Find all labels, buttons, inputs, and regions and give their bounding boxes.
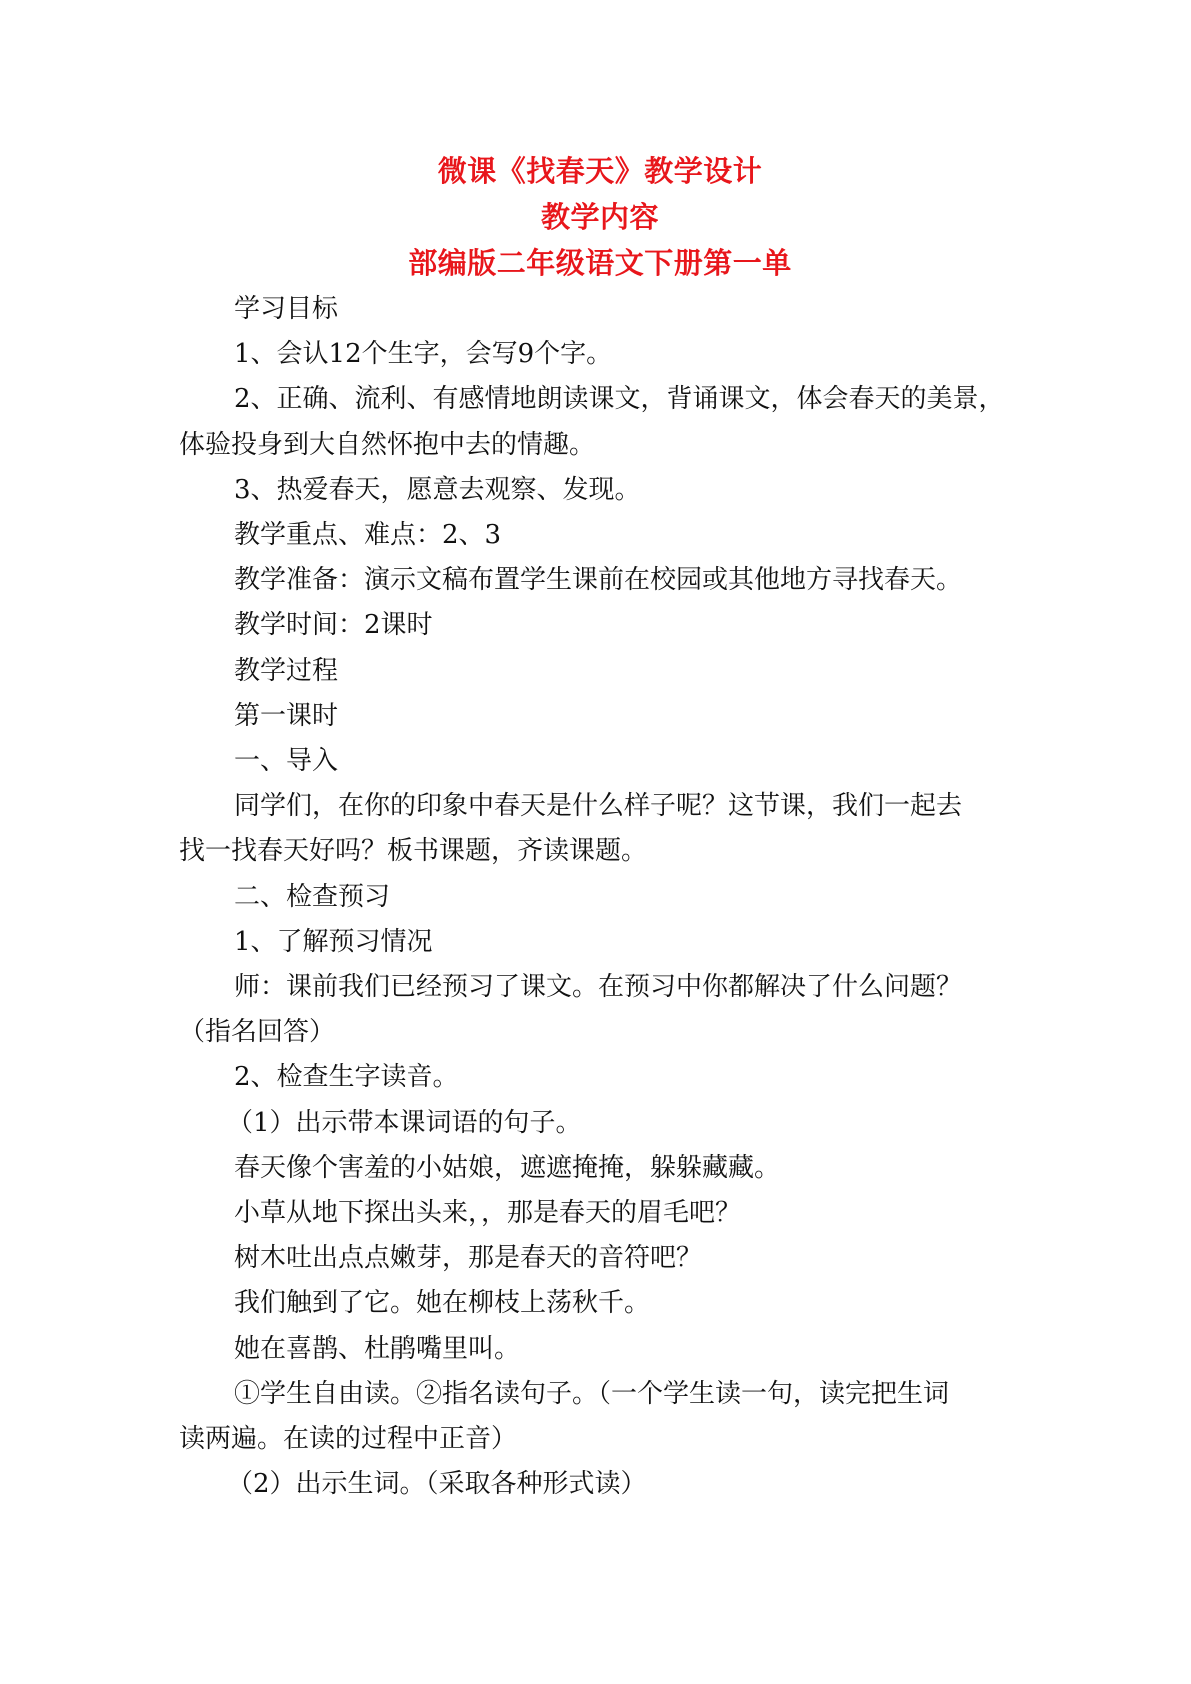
preparation: 教学准备：演示文稿布置学生课前在校园或其他地方寻找春天。 <box>234 565 963 596</box>
heading-first-lesson: 第一课时 <box>234 700 339 731</box>
goal-item-1: 1、会认12个生字，会写9个字。 <box>234 339 613 370</box>
substep-show-new-words: （2）出示生词。（采取各种形式读） <box>227 1469 647 1500</box>
section-heading-content: 教学内容 <box>540 200 659 234</box>
heading-learning-goals: 学习目标 <box>234 294 339 324</box>
goal-item-2: 2、正确、流利、有感情地朗读课文，背诵课文，体会春天的美景， <box>234 384 1005 415</box>
sentence-1: 春天像个害羞的小姑娘，遮遮掩掩，躲躲藏藏。 <box>234 1152 781 1183</box>
sentence-5: 她在喜鹊、杜鹃嘴里叫。 <box>234 1333 521 1364</box>
key-points: 教学重点、难点：2、3 <box>234 520 502 551</box>
teacher-question: 师：课前我们已经预习了课文。在预习中你都解决了什么问题？ <box>234 972 963 1003</box>
reading-instructions: ①学生自由读。②指名读句子。（一个学生读一句，读完把生词 <box>234 1378 950 1409</box>
document-title: 微课《找春天》教学设计 <box>437 154 763 188</box>
title-block <box>180 148 1020 286</box>
heading-introduction: 一、导入 <box>234 746 339 777</box>
step-check-pronunciation: 2、检查生字读音。 <box>234 1062 459 1093</box>
teacher-question-note: （指名回答） <box>179 1017 336 1048</box>
teaching-time: 教学时间：2课时 <box>234 610 433 641</box>
goal-item-3: 3、热爱春天，愿意去观察、发现。 <box>234 474 641 505</box>
heading-teaching-process: 教学过程 <box>234 655 339 686</box>
document-body <box>179 287 1021 1507</box>
step-understand-preview: 1、了解预习情况 <box>234 926 433 957</box>
introduction-text-continued: 找一找春天好吗？板书课题，齐读课题。 <box>179 836 648 867</box>
sentence-3: 树木吐出点点嫩芽，那是春天的音符吧？ <box>234 1243 703 1274</box>
textbook-unit-heading: 部编版二年级语文下册第一单 <box>408 246 792 280</box>
sentence-2: 小草从地下探出头来，，那是春天的眉毛吧？ <box>234 1198 742 1229</box>
introduction-text: 同学们，在你的印象中春天是什么样子呢？这节课，我们一起去 <box>234 791 963 822</box>
substep-show-sentences: （1）出示带本课词语的句子。 <box>227 1107 582 1138</box>
goal-item-2-continued: 体验投身到大自然怀抱中去的情趣。 <box>179 429 596 460</box>
sentence-4: 我们触到了它。她在柳枝上荡秋千。 <box>234 1288 651 1319</box>
heading-check-preview: 二、检查预习 <box>234 881 391 912</box>
reading-instructions-continued: 读两遍。在读的过程中正音） <box>179 1424 518 1455</box>
